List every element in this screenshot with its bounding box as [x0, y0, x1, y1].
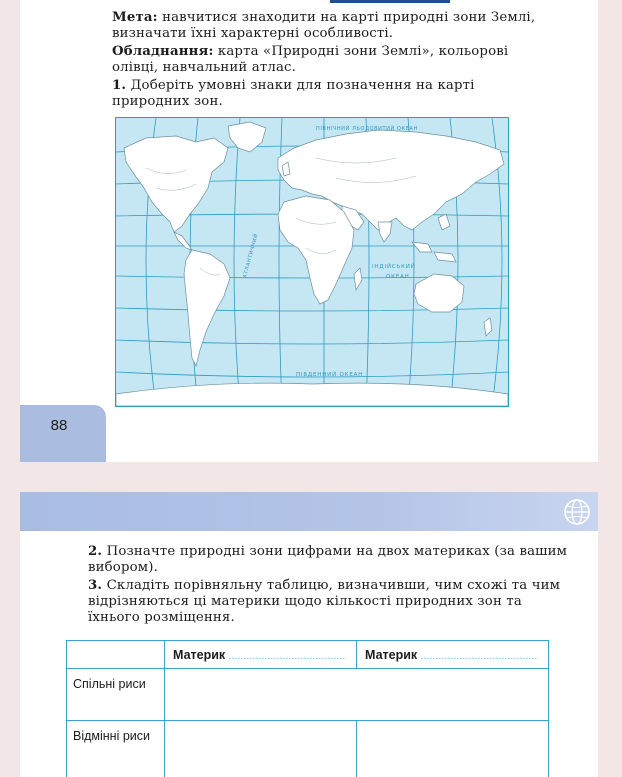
continent-1-header-cell[interactable] [165, 641, 357, 669]
task2-text: Позначте природні зони цифрами на двох материках (за вашим вибором). [88, 544, 568, 575]
goal-text: навчитися знаходити на карті природні зони Землі, визначати їхні характерні особливості. [112, 10, 536, 41]
table-header-row [67, 641, 549, 669]
equipment-label: Обладнання: [112, 44, 214, 59]
globe-icon [562, 497, 592, 527]
continent-1-dotted-line: ....................................... [228, 651, 346, 661]
differences-label: Відмінні риси [73, 728, 151, 743]
indian-ocean-label-1: ІНДІЙСЬКИЙ [372, 264, 416, 270]
continent-2-label: Материк [365, 648, 418, 662]
continent-2-dotted-line: ....................................... [420, 651, 538, 661]
page-top-strip [330, 0, 450, 3]
task1-text: Доберіть умовні знаки для позначення на карті природних зон. [112, 78, 475, 109]
atlantic-ocean-label: АТЛАНТИЧНИЙ [242, 233, 260, 279]
map-svg [116, 118, 508, 406]
table-row [67, 669, 549, 720]
differences-label-cell [67, 720, 165, 777]
world-contour-map [115, 117, 509, 407]
goal-label: Мета: [112, 10, 158, 25]
page-header-band [20, 492, 598, 531]
continent-1-label: Материк [173, 648, 226, 662]
task3-paragraph [68, 578, 568, 626]
page-number-tab [20, 405, 106, 462]
table-row [67, 720, 549, 777]
common-features-label-cell [67, 669, 165, 720]
common-features-label: Спільні риси [73, 677, 146, 692]
table-corner-cell [67, 641, 165, 669]
equipment-paragraph [92, 44, 552, 76]
task1-paragraph [92, 78, 552, 110]
differences-continent-1-cell[interactable] [165, 720, 357, 777]
differences-continent-2-cell[interactable] [357, 720, 549, 777]
page-number: 88 [50, 417, 68, 434]
goal-paragraph [92, 10, 552, 42]
task2-paragraph [68, 544, 568, 576]
equipment-text: карта «Природні зони Землі», кольорові олівці, навчальний атлас. [112, 44, 509, 75]
common-features-input-cell[interactable] [165, 669, 549, 720]
continent-2-header-cell[interactable] [357, 641, 549, 669]
arctic-ocean-label: ПІВНІЧНИЙ ЛЬОДОВИТИЙ ОКЕАН [316, 126, 418, 132]
task2-number: 2. [88, 544, 103, 559]
southern-ocean-label: ПІВДЕННИЙ ОКЕАН [296, 372, 364, 378]
task3-number: 3. [88, 578, 103, 593]
comparison-table [66, 640, 549, 777]
page-88 [20, 0, 598, 462]
task3-text: Складіть порівняльну таблицю, визначивши, чим схожі та чим відрізняються ці материки щодо кількості природних зон та їхнього розміщення. [88, 578, 561, 625]
indian-ocean-label-2: ОКЕАН [386, 274, 410, 280]
page-89 [20, 492, 598, 777]
task1-number: 1. [112, 78, 127, 93]
